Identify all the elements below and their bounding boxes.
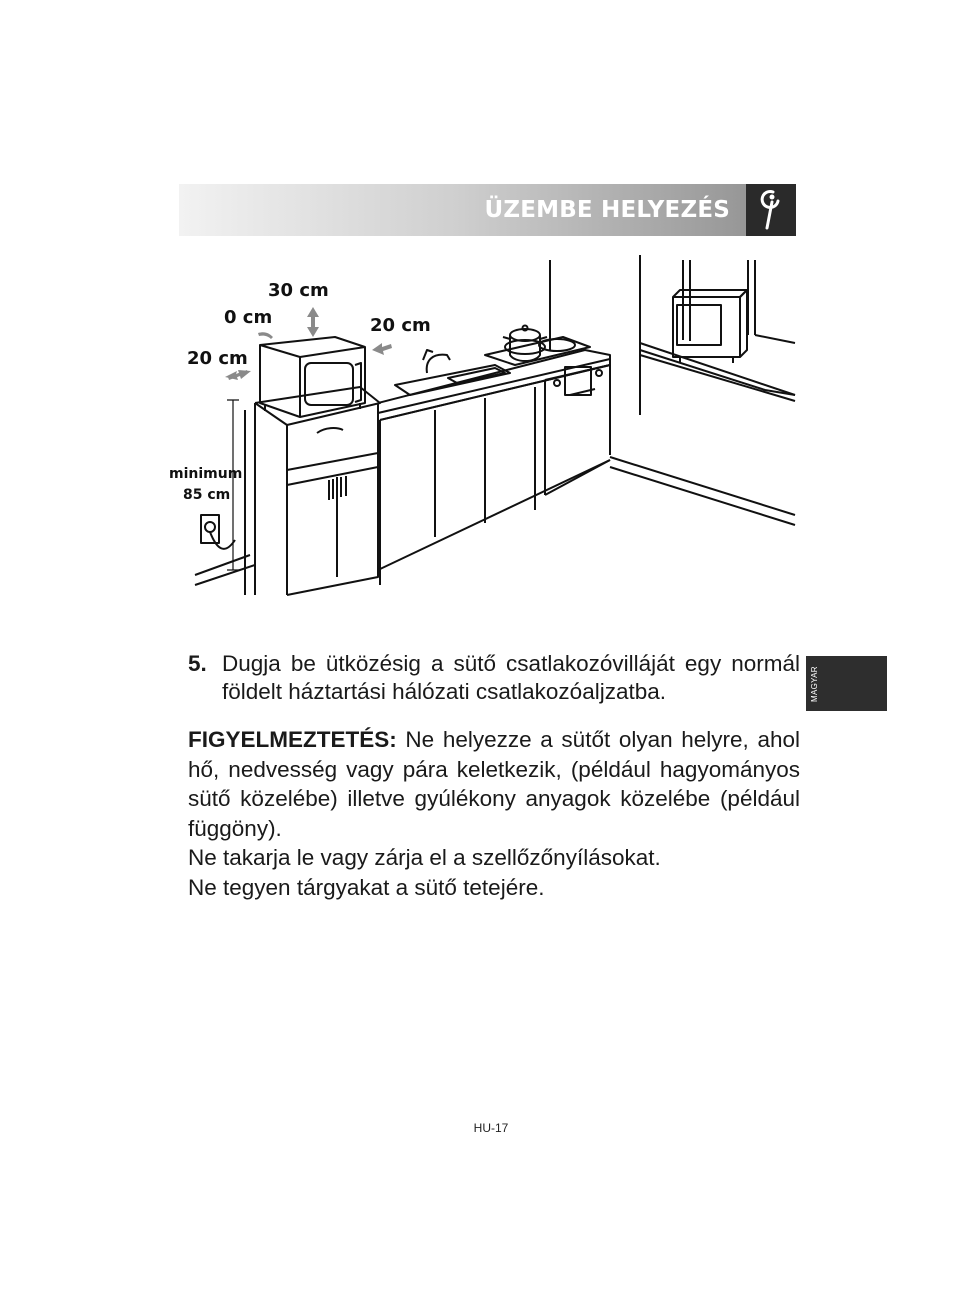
language-tab (806, 656, 887, 711)
page-number: HU-17 (473, 1121, 509, 1135)
warning-line-ventilation: Ne takarja le vagy zárja el a szellőzőnyílásokat. (188, 845, 661, 870)
warning-block (188, 725, 800, 902)
wrench-icon (746, 184, 796, 236)
dimension-top-label: 30 cm (268, 280, 329, 301)
dimension-height-label-line2: 85 cm (183, 487, 231, 503)
dimension-back-label: 0 cm (224, 307, 273, 328)
header-icon-box (746, 184, 796, 236)
warning-text: Ne helyezze a sütőt olyan helyre, ahol hő, nedvesség vagy pára keletkezik, (például hagyományos sütő közelébe) illetve gyúlékony anyagok közelébe (például függöny). (188, 727, 800, 841)
warning-paragraph (188, 725, 800, 843)
section-header (179, 184, 796, 236)
language-tab-label: MAGYAR (810, 666, 819, 702)
kitchen-installation-illustration (165, 255, 800, 600)
dimension-height-label-line1: minimum (169, 466, 243, 482)
section-title: ÜZEMBE HELYEZÉS (484, 197, 730, 223)
step-text: Dugja be ütközésig a sütő csatlakozóvilláját egy normál földelt háztartási hálózati csatlakozóaljzatba. (222, 651, 800, 704)
warning-line-objects: Ne tegyen tárgyakat a sütő tetejére. (188, 874, 545, 900)
dimension-left-label: 20 cm (187, 348, 248, 369)
warning-heading: FIGYELMEZTETÉS: (188, 727, 397, 752)
dimension-right-label: 20 cm (370, 315, 431, 336)
step-number: 5. (188, 651, 207, 676)
